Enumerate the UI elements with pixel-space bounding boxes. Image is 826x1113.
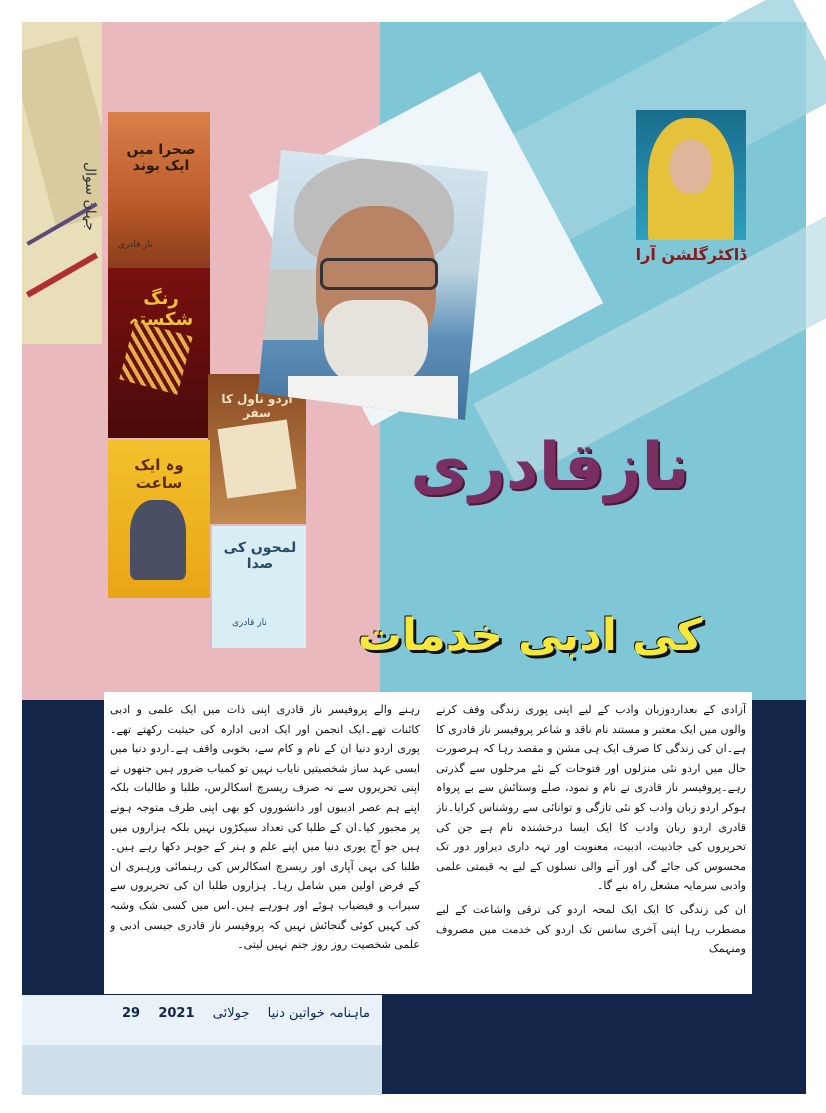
issue-month: جولائی xyxy=(212,1005,250,1021)
book-cover xyxy=(108,440,210,598)
page-title: نازقادری xyxy=(410,430,690,504)
page-subtitle: کی ادبی خدمات xyxy=(357,610,703,661)
book-title: وہ ایک ساعت xyxy=(134,456,184,492)
book-cover xyxy=(212,526,306,648)
book-author: ناز قادری xyxy=(232,618,267,628)
book-cover xyxy=(108,268,210,438)
issue-year: 2021 xyxy=(158,1005,195,1021)
book-title: لمحوں کی صدا xyxy=(223,540,297,572)
spine-title: جہان سوال xyxy=(82,162,98,231)
book-spine-panel xyxy=(22,22,102,344)
book-title: رنگ شکستہ xyxy=(128,288,194,330)
cover-art xyxy=(217,419,296,498)
paragraph: رہنے والے پروفیسر ناز قادری اپنی ذات میں ایک علمی و ادبی کائنات تھے۔ایک انجمن اور ایک ادبی ادارہ کی حیثیت رکھتے تھے۔پوری اردو دنیا ان کے نام و کام سے، بخوبی واقف ہے۔اردو دنیا میں ایسی عہد ساز شخصیتیں نایاب نہیں تو کمیاب ضرور ہیں جنھوں نے اپنی تحریروں سے نہ صرف ریسرچ اسکالرس، طلبا و طالبات بلکہ اپنے ہم عصر ادیبوں اور دانشوروں کو بھی اپنی طرف متوجہ ہونے پر مجبور کیا۔ان کے طلبا کی تعداد سیکڑوں نہیں بلکہ ہزاروں میں ہیں جو آج پوری دنیا میں اپنے علم و ہنر کے جوہر دکھا رہے ہیں۔طلبا کی بہی آپاری اور ریسرچ اسکالرس کی رہنمائی ورہبری ان کے فرض اولین میں شامل رہا۔ ہزاروں طلبا ان کی تحریروں سے سیراب و فیضیاب ہوئے اور ہورہے ہیں۔اس میں کسی شک وشبہ کی کہیں کوئی گنجائش نہیں کہ پروفیسر ناز قادری جیسی ادبی و علمی شخصیت روز روز جنم نہیں لیتی۔ xyxy=(110,703,420,952)
book-author: ناز قادری xyxy=(118,240,153,250)
page-footer xyxy=(122,1000,370,1026)
paragraph: ان کی زندگی کا ایک ایک لمحہ اردو کی ترقی واشاعت کے لیے مضطرب رہا اپنی آخری سانس تک اردو کی خدمت میں مصروف ومنہمک xyxy=(436,902,746,956)
footer-wave xyxy=(22,1045,382,1095)
magazine-name: ماہنامہ خواتین دنیا xyxy=(267,1005,370,1021)
portrait-photo xyxy=(258,150,488,420)
paragraph: آزادی کے بعداردوزبان وادب کے لیے اپنی پوری زندگی وقف کرنے والوں میں ایک معتبر و مستند نام ناقد و شاعر پروفیسر ناز قادری کا ہے۔ان کی زندگی کا صرف ایک ہی مشن و مقصد رہا کہ ہرصورت حال میں اردو نئی منزلوں اور فتوحات کے نئے مرحلوں سے گذرتی رہے۔پروفیسر ناز قادری نے نام و نمود، صلے وستائش سے بے پرواہ ہوکر اردو زبان وادب کو نئی تازگی و توانائی سے روشناس کرایا۔ناز قادری اردو زبان وادب کا ایک ایسا درخشندہ نام ہے جن کی تحریروں کی جاذبیت، ادبیت، معنویت اور تہہ داری دیراور دور تک محسوس کی جائے گی اور آنے والی نسلوں کے لیے یہ قیمتی علمی وادبی سرمایہ مشعل راہ بنے گا۔ xyxy=(436,703,746,893)
cover-art xyxy=(130,500,186,580)
article-column-left xyxy=(110,700,420,990)
author-photo xyxy=(636,110,746,240)
cover-art xyxy=(119,321,192,394)
author-name: ڈاکٹرگلشن آرا xyxy=(635,245,747,264)
article-column-right xyxy=(436,700,746,990)
book-title: اردو ناول کا سفر xyxy=(221,392,293,420)
book-title: صحرا میں ایک بوند xyxy=(126,142,196,174)
book-cover xyxy=(108,112,210,268)
page-number: 29 xyxy=(122,1005,141,1021)
